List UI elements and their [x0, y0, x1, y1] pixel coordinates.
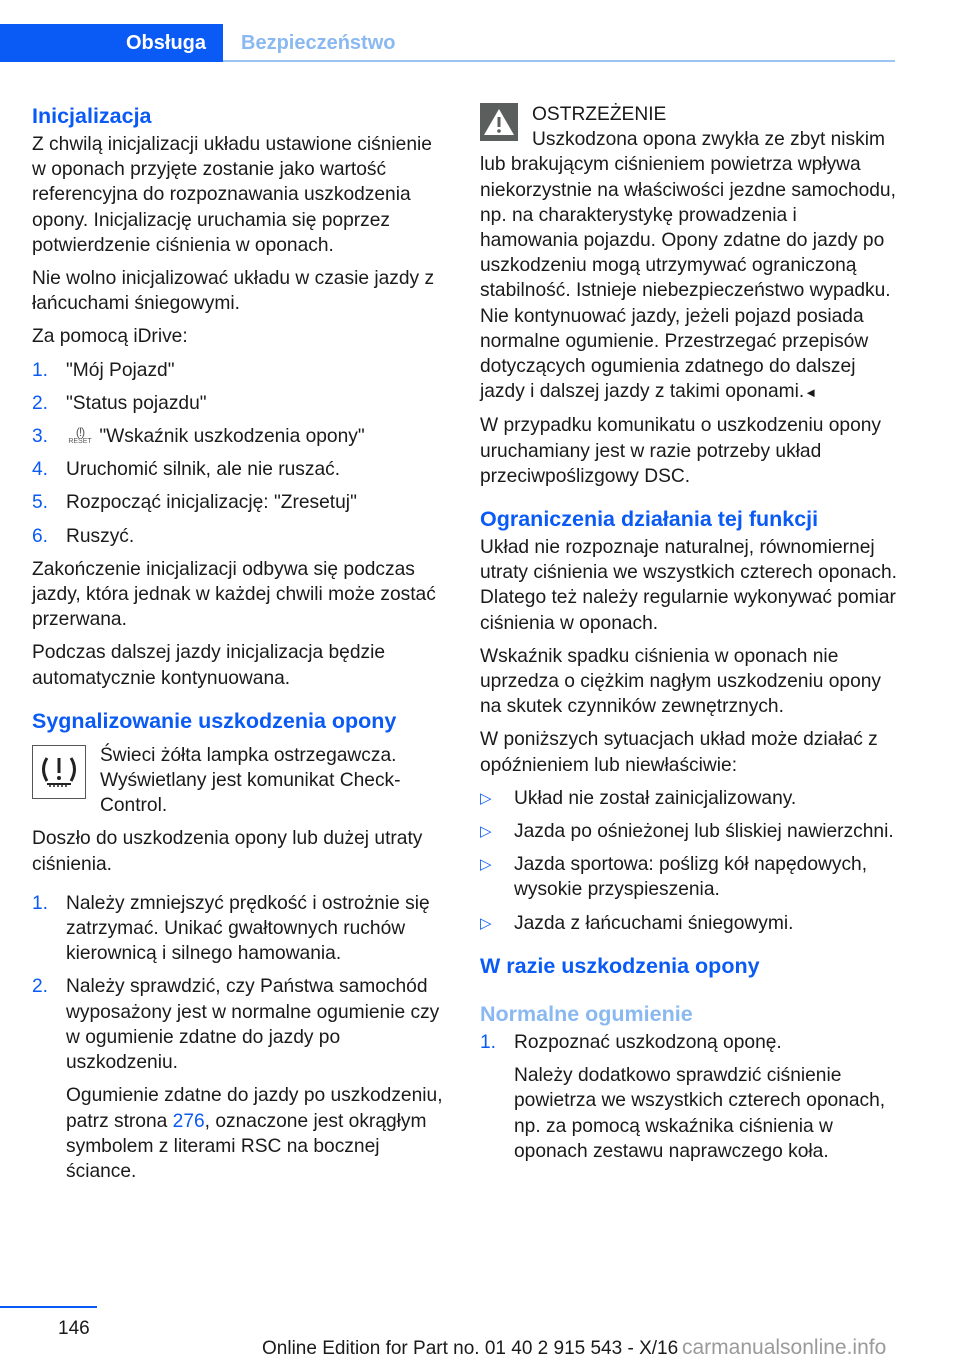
- list-item: [32, 490, 450, 515]
- step-text: "Status pojazdu": [66, 392, 207, 414]
- limitations-list: [480, 786, 898, 936]
- signaling-steps: [32, 891, 450, 1184]
- step-number: 1.: [480, 1031, 497, 1053]
- page-header: [0, 24, 895, 62]
- paragraph: W przypadku komunikatu o uszkodzeniu opony uruchamiany jest w razie potrzeby układ przeciwpoślizgowy DSC.: [480, 415, 882, 487]
- step-text: Uruchomić silnik, ale nie ruszać.: [66, 459, 341, 481]
- paragraph: Doszło do uszkodzenia opony lub dużej utraty ciśnienia.: [32, 828, 423, 875]
- step-number: 1.: [32, 359, 49, 381]
- tire-reset-icon: (!) RESET: [68, 425, 92, 446]
- list-item: ▷ Jazda sportowa: poślizg kół napędowych, wysokie przyspieszenia.: [480, 854, 868, 901]
- paragraph: Podczas dalszej jazdy inicjalizacja będzie automatycznie kontynuowana.: [32, 642, 386, 689]
- tab-obsluga[interactable]: Obsługa: [0, 24, 223, 62]
- triangle-bullet-icon: ▷: [480, 789, 492, 807]
- list-item: [32, 974, 450, 1184]
- step-text: Rozpocząć inicjalizację: "Zresetuj": [66, 492, 357, 514]
- sub-paragraph: Należy dodatkowo sprawdzić ciśnienie powietrza we wszystkich czterech oponach, np. za pomocą wskaźnika ciśnienia w oponach zestawu naprawczego koła.: [514, 1065, 886, 1162]
- step-text: Należy sprawdzić, czy Państwa samochód wyposażony jest w normalne ogumienie czy w ogumienie zdatne do jazdy po uszkodzeniu.: [66, 976, 440, 1074]
- list-item: [32, 391, 450, 416]
- list-item: [480, 1030, 898, 1164]
- watermark: carmanualsonline.info: [682, 1336, 887, 1359]
- section-title-signaling: Sygnalizowanie uszkodzenia opony: [32, 708, 397, 733]
- left-column: [32, 100, 450, 1192]
- step-number: 2.: [32, 392, 49, 414]
- warning-text: Uszkodzona opona zwykła ze zbyt niskim lub brakującym ciśnieniem powietrza wpływa niekorzystnie na właściwości jezdne samochodu, np. na charakterystykę prowadzenia i hamowania pojazdu. Opony zdatne do jazdy po uszkodzeniu mogą utrzymywać ograniczoną stabilność. Istnieje niebezpieczeństwo wypadku. Nie kontynuować jazdy, jeżeli pojazd posiada normalne ogumienie. Przestrzegać przepisów dotyczących ogumienia zdatnego do dalszej jazdy i dalszej jazdy z takimi oponami.◄: [480, 129, 896, 403]
- section-title-damage: W razie uszkodzenia opony: [480, 953, 760, 978]
- header-divider: [223, 60, 895, 62]
- list-item: [32, 358, 450, 383]
- step-text: Ruszyć.: [66, 525, 135, 547]
- paragraph: Wskaźnik spadku ciśnienia w oponach nie uprzedza o ciężkim nagłym uszkodzeniu opony na skutek czynników zewnętrznych.: [480, 645, 882, 718]
- initialization-steps: [32, 358, 450, 549]
- list-item: [32, 891, 450, 967]
- step-number: 1.: [32, 892, 49, 914]
- subsection-title-normal-tires: Normalne ogumienie: [480, 1001, 693, 1026]
- paragraph: Z chwilą inicjalizacji układu ustawione ciśnienie w oponach przyjęte zostanie jako wartość referencyjna do rozpoznawania uszkodzenia opony. Inicjalizację uruchamia się poprzez potwierdzenie ciśnienia w oponach.: [32, 134, 432, 256]
- paragraph: Świeci żółta lampka ostrzegawcza. Wyświetlany jest komunikat Check-Control.: [100, 744, 401, 817]
- warning-triangle-icon: [480, 103, 518, 141]
- list-item: ▷ Układ nie został zainicjalizowany.: [480, 786, 898, 811]
- step-number: 2.: [32, 976, 49, 998]
- edition-text: Online Edition for Part no. 01 40 2 915 543 - X/16: [262, 1338, 679, 1359]
- page-number: 146: [58, 1318, 90, 1339]
- step-number: 5.: [32, 492, 49, 514]
- step-text: "Mój Pojazd": [66, 359, 175, 381]
- warning-label: OSTRZEŻENIE: [532, 104, 667, 125]
- step-number: 3.: [32, 426, 49, 448]
- paragraph: Układ nie rozpoznaje naturalnej, równomiernej utraty ciśnienia we wszystkich czterech oponach. Dlatego też należy regularnie wykonywać pomiar ciśnienia w oponach.: [480, 537, 897, 634]
- paragraph: W poniższych sytuacjach układ może działać z opóźnieniem lub niewłaściwie:: [480, 729, 878, 776]
- step-number: 6.: [32, 525, 49, 547]
- right-column: [480, 100, 898, 1172]
- list-item: [32, 524, 450, 549]
- step-text: Należy zmniejszyć prędkość i ostrożnie się zatrzymać. Unikać gwałtownych ruchów kierownicą i silnego hamowania.: [66, 892, 430, 965]
- section-title-initialization: Inicjalizacja: [32, 104, 152, 128]
- step-number: 4.: [32, 459, 49, 481]
- list-item: ▷ Jazda z łańcuchami śniegowymi.: [480, 911, 898, 936]
- triangle-bullet-icon: ▷: [480, 856, 492, 874]
- list-item: ▷ Jazda po ośnieżonej lub śliskiej nawierzchni.: [480, 819, 898, 844]
- tire-pressure-warning-icon: [32, 745, 86, 799]
- sub-paragraph: Ogumienie zdatne do jazdy po uszkodzeniu, patrz strona 276, oznaczone jest okrągłym symbolem z literami RSC na bocznej ściance.: [66, 1085, 443, 1182]
- step-text: Rozpoznać uszkodzoną oponę.: [514, 1031, 782, 1053]
- page-link-276[interactable]: 276: [172, 1110, 205, 1132]
- triangle-bullet-icon: ▷: [480, 914, 492, 932]
- paragraph: Zakończenie inicjalizacji odbywa się podczas jazdy, która jednak w każdej chwili może zostać przerwana.: [32, 558, 436, 631]
- list-item: [32, 424, 450, 449]
- list-item: [32, 457, 450, 482]
- step-text: "Wskaźnik uszkodzenia opony": [99, 426, 365, 448]
- section-title-limits: Ograniczenia działania tej funkcji: [480, 507, 819, 532]
- paragraph: Za pomocą iDrive:: [32, 326, 188, 348]
- paragraph: Nie wolno inicjalizować układu w czasie jazdy z łańcuchami śniegowymi.: [32, 268, 435, 315]
- footer-divider: [0, 1306, 97, 1308]
- triangle-bullet-icon: ▷: [480, 823, 492, 841]
- normal-tire-steps: [480, 1030, 898, 1164]
- end-marker: ◄: [804, 385, 818, 401]
- tab-bezpieczenstwo[interactable]: Bezpieczeństwo: [241, 32, 396, 54]
